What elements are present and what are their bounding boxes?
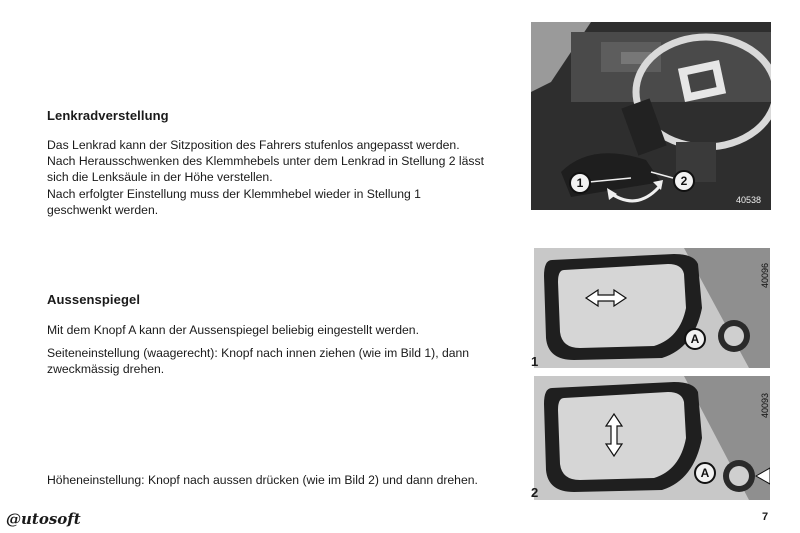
mirror-figure-1: [534, 248, 770, 368]
mirror-figure-2-code: 40093: [760, 392, 770, 418]
position-2-callout: 2: [673, 170, 695, 192]
mirror-figure-2-number: 2: [531, 485, 539, 500]
steering-paragraph-1: Das Lenkrad kann der Sitzposition des Fahrers stufenlos angepasst werden. Nach Herausschwenken des Klemmhebels unter dem Lenkrad in Stellung 2 lässt sich die Lenksäule in der Höhe verstellen.: [47, 138, 484, 184]
knob-a-callout-2: A: [694, 462, 716, 484]
knob-a-callout-1: A: [684, 328, 706, 350]
mirror-paragraph-1: Mit dem Knopf A kann der Aussenspiegel beliebig eingestellt werden.: [47, 323, 419, 337]
mirror-figure-1-number: 1: [531, 354, 539, 369]
mirror-figure-1-code: 40096: [760, 262, 770, 288]
steering-heading: Lenkradverstellung: [47, 108, 169, 123]
page-number: 7: [762, 511, 769, 523]
mirror-heading: Aussenspiegel: [47, 292, 141, 307]
mirror-paragraph-3: Höheneinstellung: Knopf nach aussen drücken (wie im Bild 2) und dann drehen.: [47, 473, 478, 487]
mirror-vertical-illustration: [534, 376, 770, 500]
position-1-callout: 1: [569, 172, 591, 194]
steering-figure: [531, 22, 771, 210]
steering-figure-code: 40538: [736, 195, 762, 205]
mirror-figure-2: [534, 376, 770, 500]
steering-column-illustration: [531, 22, 771, 210]
steering-paragraph-2: Nach erfolgter Einstellung muss der Klemmhebel wieder in Stellung 1 geschwenkt werden.: [47, 187, 421, 217]
mirror-horizontal-illustration: [534, 248, 770, 368]
autosoft-logo: @utosoft: [6, 510, 81, 528]
mirror-paragraph-2: Seiteneinstellung (waagerecht): Knopf nach innen ziehen (wie im Bild 1), dann zweckmässig drehen.: [47, 346, 470, 376]
